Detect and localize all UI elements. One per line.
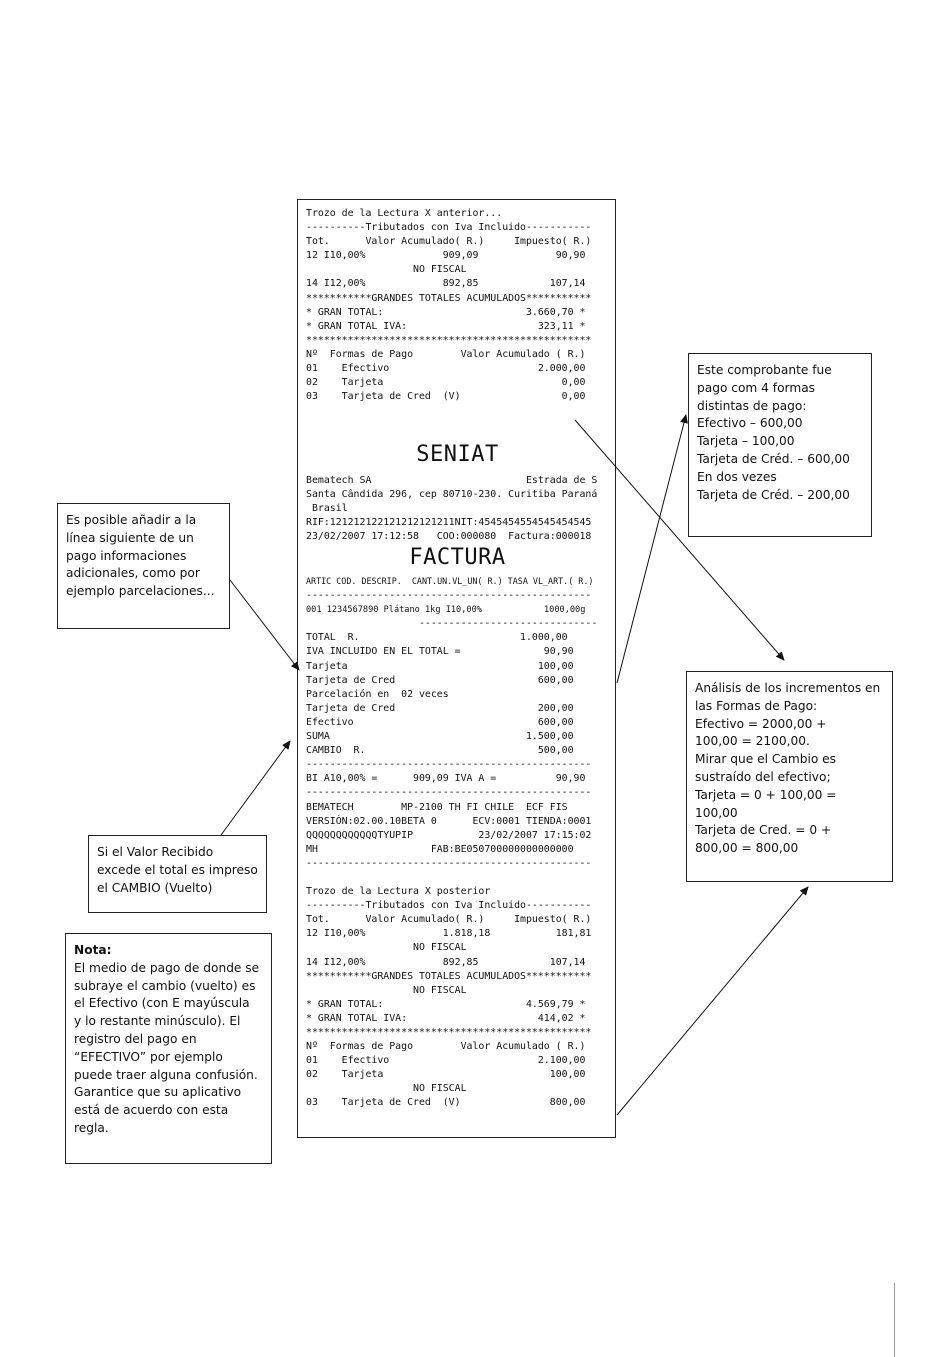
note-rule: Nota: El medio de pago de donde se subraye el cambio (vuelto) es el Efectivo (con E mayúscula y lo restante minúsculo). El registro del pago en “EFECTIVO” por ejemplo puede traer alguna confusión. Garantice que su aplicativo está de acuerdo con esta regla. xyxy=(65,933,272,1164)
receipt-header: Bematech SA Estrada de S Santa Cândida 296, cep 80710-230. Curitiba Paraná Brasil RIF:121212122121212121211NIT:4545454554545454545 23/02/2007 17:12:58 COO:000080 Factura:000018 xyxy=(306,475,598,543)
receipt-body: ARTIC COD. DESCRIP. CANT.UN.VL_UN( R.) TASA VL_ART.( R.) ------------------------------------------------ 001 1234567890 Plátano 1kg I10,00% 1000,00g ------------------------------ TOTAL R. 1.000,00 IVA INCLUIDO EN EL TOTAL = 90,90 Tarjeta 100,00 Tarjeta de Cred 600,00 Parcelación en 02 veces Tarjeta de Cred 200,00 Efectivo 600,00 SUMA 1.500,00 CAMBIO R. 500,00 ------------------------------------------------ BI A10,00% = 909,09 IVA A = 90,90 ------------------------------------------------ BEMATECH MP-2100 TH FI CHILE ECF FIS VERSIÓN:02.00.10BETA 0 ECV:0001 TIENDA:0001 QQQQQQQQQQQQTYUPIP 23/02/2007 17:15:02 MH FAB:BE050700000000000000 ------------------------------------------------ Trozo de la Lectura X posterior ----------Tributados con Iva Incluido----------- Tot. Valor Acumulado( R.) Impuesto( R.) 12 I10,00% 1.818,18 181,81 NO FISCAL 14 I12,00% 892,85 107,14 ***********GRANDES TOTALES ACUMULADOS*********** NO FISCAL * GRAN TOTAL: 4.569,79 * * GRAN TOTAL IVA: 414,02 * ************************************************ Nº Formas de Pago Valor Acumulado ( R.) 01 Efectivo 2.100,00 02 Tarjeta 100,00 NO FISCAL 03 Tarjeta de Cred (V) 800,00 xyxy=(306,576,598,1109)
arrow-analysis-top xyxy=(575,420,784,660)
note-cambio: Si el Valor Recibido excede el total es impreso el CAMBIO (Vuelto) xyxy=(88,835,267,913)
note-additional-info: Es posible añadir a la línea siguiente de un pago informaciones adicionales, como por ejemplo parcelaciones... xyxy=(57,503,230,629)
factura-heading: FACTURA xyxy=(409,545,506,570)
receipt-previous-reading: Trozo de la Lectura X anterior... ----------Tributados con Iva Incluido----------- Tot. Valor Acumulado( R.) Impuesto( R.) 12 I10,00% 909,09 90,90 NO FISCAL 14 I12,00% 892,85 107,14 ***********GRANDES TOTALES ACUMULADOS*********** * GRAN TOTAL: 3.660,70 * * GRAN TOTAL IVA: 323,11 * ************************************************ Nº Formas de Pago Valor Acumulado ( R.) 01 Efectivo 2.000,00 02 Tarjeta 0,00 03 Tarjeta de Cred (V) 0,00 xyxy=(306,208,592,403)
arrow-add-info xyxy=(230,580,299,670)
note-rule-title: Nota: xyxy=(74,943,112,957)
note-increment-analysis: Análisis de los incrementos en las Formas de Pago: Efectivo = 2000,00 + 100,00 = 2100,00. Mirar que el Cambio es sustraído del efectivo; Tarjeta = 0 + 100,00 = 100,00 Tarjeta de Cred. = 0 + 800,00 = 800,00 xyxy=(686,671,893,882)
arrow-analysis-bottom xyxy=(617,887,808,1115)
note-payment-forms: Este comprobante fue pago com 4 formas distintas de pago: Efectivo – 600,00 Tarjeta – 100,00 Tarjeta de Créd. – 600,00 En dos vezes Tarjeta de Créd. – 200,00 xyxy=(688,353,872,537)
seniat-heading: SENIAT xyxy=(416,442,499,467)
arrow-payment-forms xyxy=(617,415,686,683)
arrow-cambio xyxy=(221,741,290,835)
page-edge-rule xyxy=(894,1283,895,1357)
